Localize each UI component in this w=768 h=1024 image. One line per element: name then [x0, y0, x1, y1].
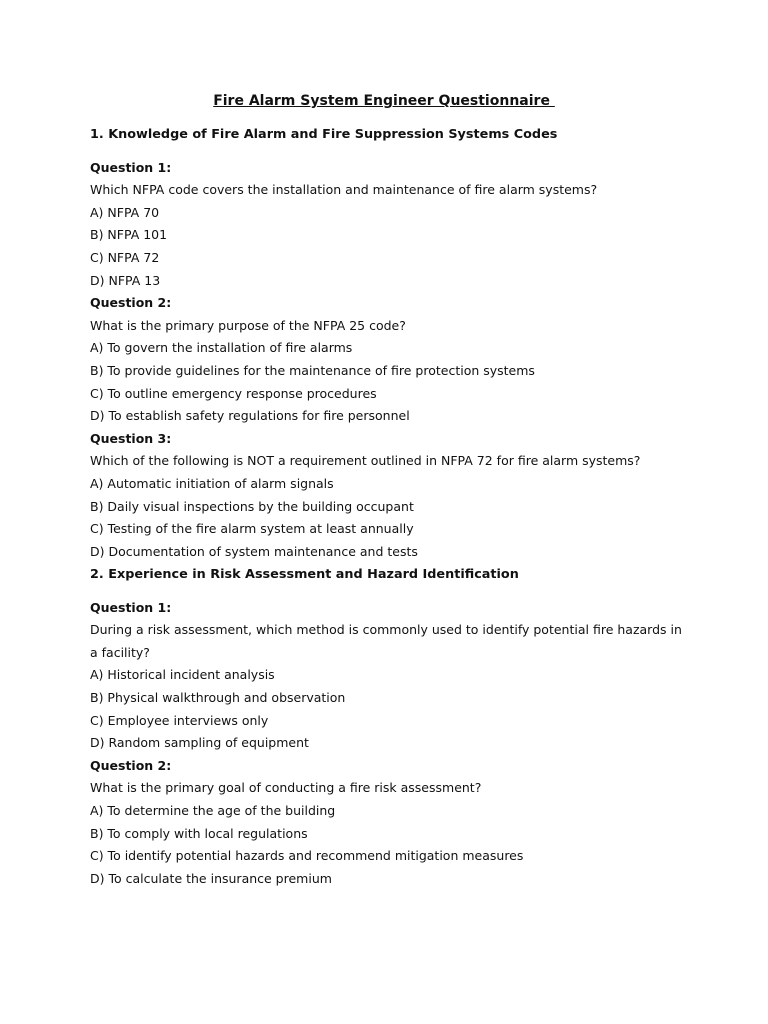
section-heading: 1. Knowledge of Fire Alarm and Fire Suppression Systems Codes	[90, 127, 558, 142]
question-label: Question 1:	[90, 159, 172, 175]
question-text: During a risk assessment, which method is commonly used to identify potential fire hazards in a facility?	[90, 622, 682, 660]
answer-option: D) Documentation of system maintenance and tests	[90, 543, 418, 559]
question-text: Which NFPA code covers the installation and maintenance of fire alarm systems?	[90, 182, 598, 198]
question-block	[90, 428, 690, 564]
section-heading: 2. Experience in Risk Assessment and Hazard Identification	[90, 567, 519, 582]
section-codes	[90, 124, 690, 563]
answer-option: B) Daily visual inspections by the building occupant	[90, 498, 414, 514]
question-block	[90, 292, 690, 428]
document-title: Fire Alarm System Engineer Questionnaire	[213, 93, 555, 109]
answer-option: C) To identify potential hazards and recommend mitigation measures	[90, 848, 524, 864]
answer-option: A) Automatic initiation of alarm signals	[90, 475, 334, 491]
answer-option: B) NFPA 101	[90, 227, 168, 243]
answer-option: C) Testing of the fire alarm system at least annually	[90, 521, 414, 537]
question-label: Question 1:	[90, 599, 172, 615]
answer-option: C) NFPA 72	[90, 249, 160, 265]
question-text: What is the primary purpose of the NFPA 25 code?	[90, 317, 406, 333]
answer-option: D) To calculate the insurance premium	[90, 870, 332, 886]
question-label: Question 2:	[90, 757, 172, 773]
answer-option: B) Physical walkthrough and observation	[90, 689, 346, 705]
answer-option: D) NFPA 13	[90, 272, 161, 288]
question-block	[90, 597, 690, 755]
section-risk-assessment	[90, 564, 690, 890]
question-block	[90, 157, 690, 293]
answer-option: B) To comply with local regulations	[90, 825, 308, 841]
answer-option: A) To determine the age of the building	[90, 802, 336, 818]
answer-option: A) NFPA 70	[90, 204, 160, 220]
answer-option: A) To govern the installation of fire alarms	[90, 340, 353, 356]
answer-option: D) To establish safety regulations for fire personnel	[90, 408, 410, 424]
question-text: Which of the following is NOT a requirement outlined in NFPA 72 for fire alarm systems?	[90, 453, 641, 469]
answer-option: D) Random sampling of equipment	[90, 735, 309, 751]
question-label: Question 3:	[90, 430, 172, 446]
answer-option: C) To outline emergency response procedures	[90, 385, 377, 401]
question-text: What is the primary goal of conducting a fire risk assessment?	[90, 780, 482, 796]
question-block	[90, 755, 690, 891]
answer-option: A) Historical incident analysis	[90, 667, 275, 683]
question-label: Question 2:	[90, 295, 172, 311]
answer-option: B) To provide guidelines for the maintenance of fire protection systems	[90, 362, 535, 378]
answer-option: C) Employee interviews only	[90, 712, 269, 728]
